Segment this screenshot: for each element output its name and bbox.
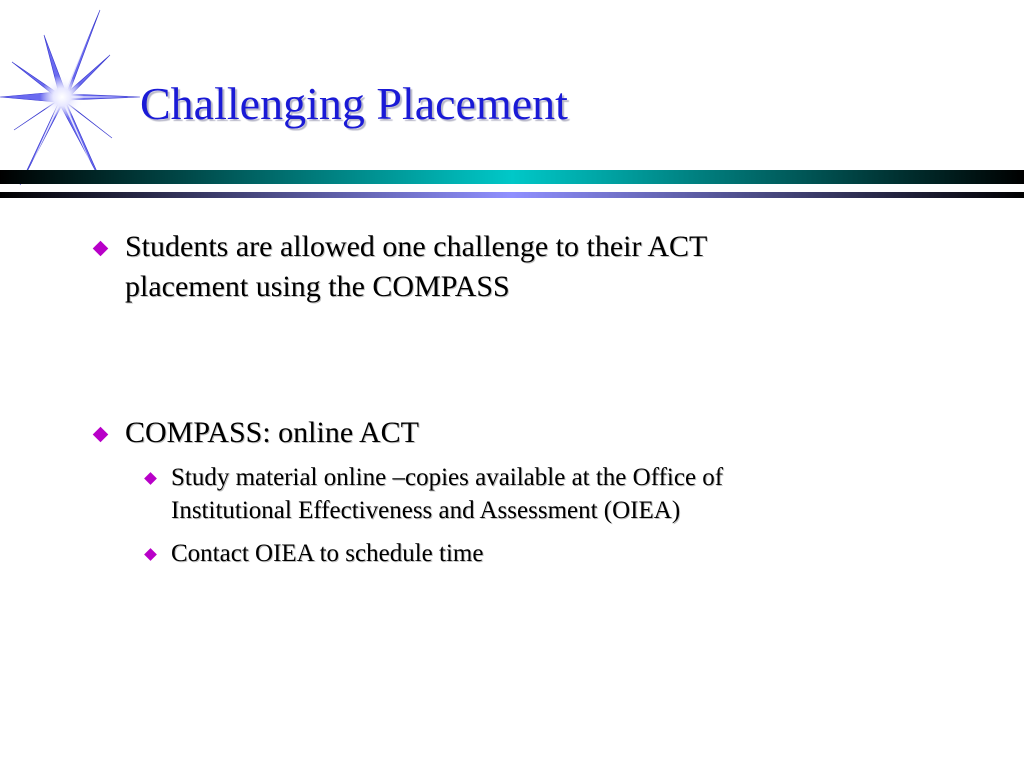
- subbullet-text: Institutional Effectiveness and Assessment (OIEA): [171, 497, 681, 524]
- bullet-text: COMPASS: online ACT: [125, 416, 419, 449]
- title-divider-band: [0, 170, 1024, 184]
- slide-title: Challenging Placement: [140, 78, 568, 129]
- bullet-text: Students are allowed one challenge to their ACT: [125, 230, 708, 263]
- subbullet-text: Contact OIEA to schedule time: [171, 540, 484, 567]
- subbullet-text: Study material online –copies available at the Office of: [171, 464, 724, 491]
- title-divider-rule: [0, 192, 1024, 198]
- diamond-bullet-icon: [144, 472, 157, 485]
- diamond-bullet-icon: [93, 241, 109, 257]
- diamond-bullet-icon: [93, 427, 109, 443]
- starburst-icon: [0, 0, 140, 190]
- diamond-bullet-icon: [144, 548, 157, 561]
- bullet-text: placement using the COMPASS: [125, 270, 510, 303]
